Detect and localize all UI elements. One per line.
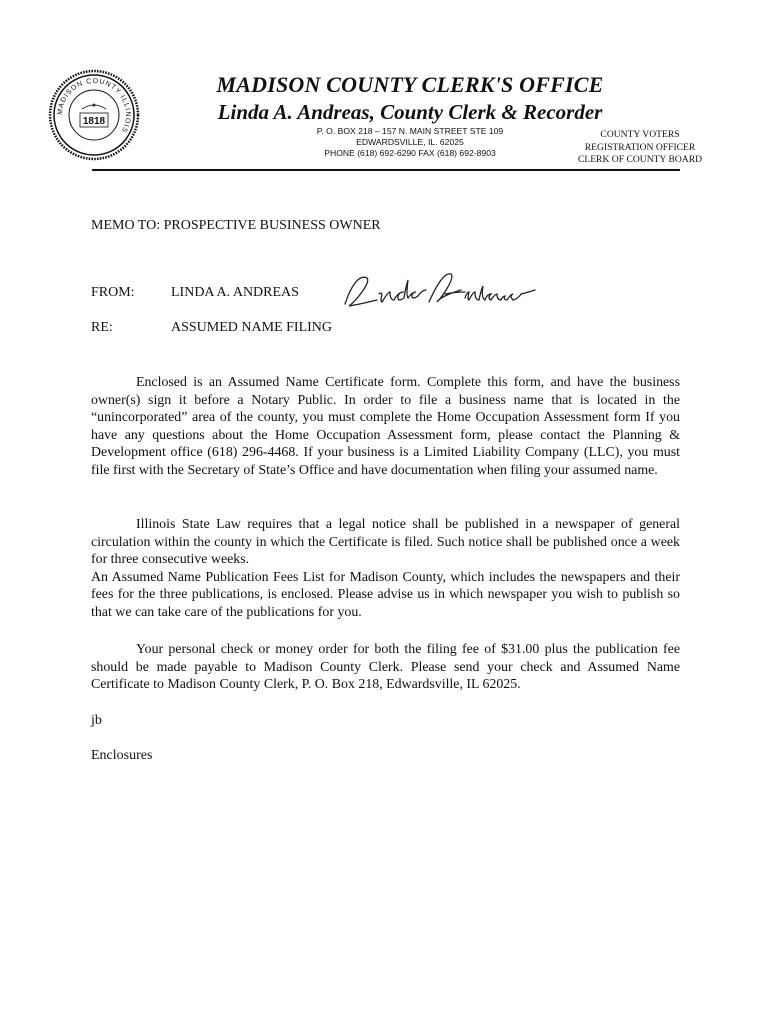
memo-to: MEMO TO: PROSPECTIVE BUSINESS OWNER (91, 218, 381, 233)
seal-ring-text: MADISON COUNTY ILLINOIS (56, 77, 132, 134)
office-title: MADISON COUNTY CLERK'S OFFICE (216, 72, 604, 97)
body-paragraph-2 (91, 516, 680, 621)
duties-block (565, 129, 715, 167)
duty-line: REGISTRATION OFFICER (584, 141, 696, 153)
header-divider (92, 169, 680, 171)
body-paragraph-1 (91, 374, 680, 479)
from-row (91, 285, 299, 301)
seal-year: 1818 (82, 116, 106, 127)
re-row (91, 320, 332, 336)
clerk-subtitle: Linda A. Andreas, County Clerk & Recorder (217, 100, 603, 124)
from-label: FROM: (91, 285, 135, 300)
body-paragraph-3 (91, 641, 680, 694)
handwritten-signature-icon (337, 266, 547, 316)
paragraph-text: Enclosed is an Assumed Name Certificate form. Complete this form, and have the business owner(s) sign it before a Notary Public. In order to file a business name that is located in the “unincorporated” area of the county, you must complete the Home Occupation Assessment form If you have any questions about the Home Occupation Assessment form, please contact the Planning & Development office (618) 296-4468. If your business is a Limited Liability Company (LLC), you must file first with the Secretary of State’s Office and have documentation when filing your assumed name. (91, 375, 680, 478)
address-block (300, 126, 520, 159)
typist-initials: jb (91, 713, 102, 728)
county-seal-icon (48, 69, 140, 161)
svg-text:★: ★ (91, 103, 97, 109)
phone-fax-line: PHONE (618) 692-6290 FAX (618) 692-8903 (324, 148, 496, 158)
paragraph-text: Illinois State Law requires that a legal notice shall be published in a newspaper of general circulation within the county in which the Certificate is filed. Such notice shall be published once a week for three consecutive weeks. (91, 517, 680, 567)
from-value: LINDA A. ANDREAS (171, 285, 299, 300)
enclosures-note: Enclosures (91, 748, 153, 763)
re-label: RE: (91, 320, 113, 335)
duty-line: COUNTY VOTERS (600, 129, 680, 140)
paragraph-text: Your personal check or money order for both the filing fee of $31.00 plus the publication fee should be made payable to Madison County Clerk. Please send your check and Assumed Name Certificate to Madison County Clerk, P. O. Box 218, Edwardsville, IL 62025. (91, 642, 680, 692)
paragraph-text: An Assumed Name Publication Fees List for Madison County, which includes the newspapers and their fees for the three publications, is enclosed. Please advise us in which newspaper you wish to publish so that we can take care of the publications for you. (91, 569, 680, 620)
address-line: P. O. BOX 218 – 157 N. MAIN STREET STE 109 (316, 126, 504, 136)
address-line: EDWARDSVILLE, IL. 62025 (356, 137, 464, 147)
re-value: ASSUMED NAME FILING (171, 320, 333, 335)
duty-line: CLERK OF COUNTY BOARD (577, 154, 703, 165)
